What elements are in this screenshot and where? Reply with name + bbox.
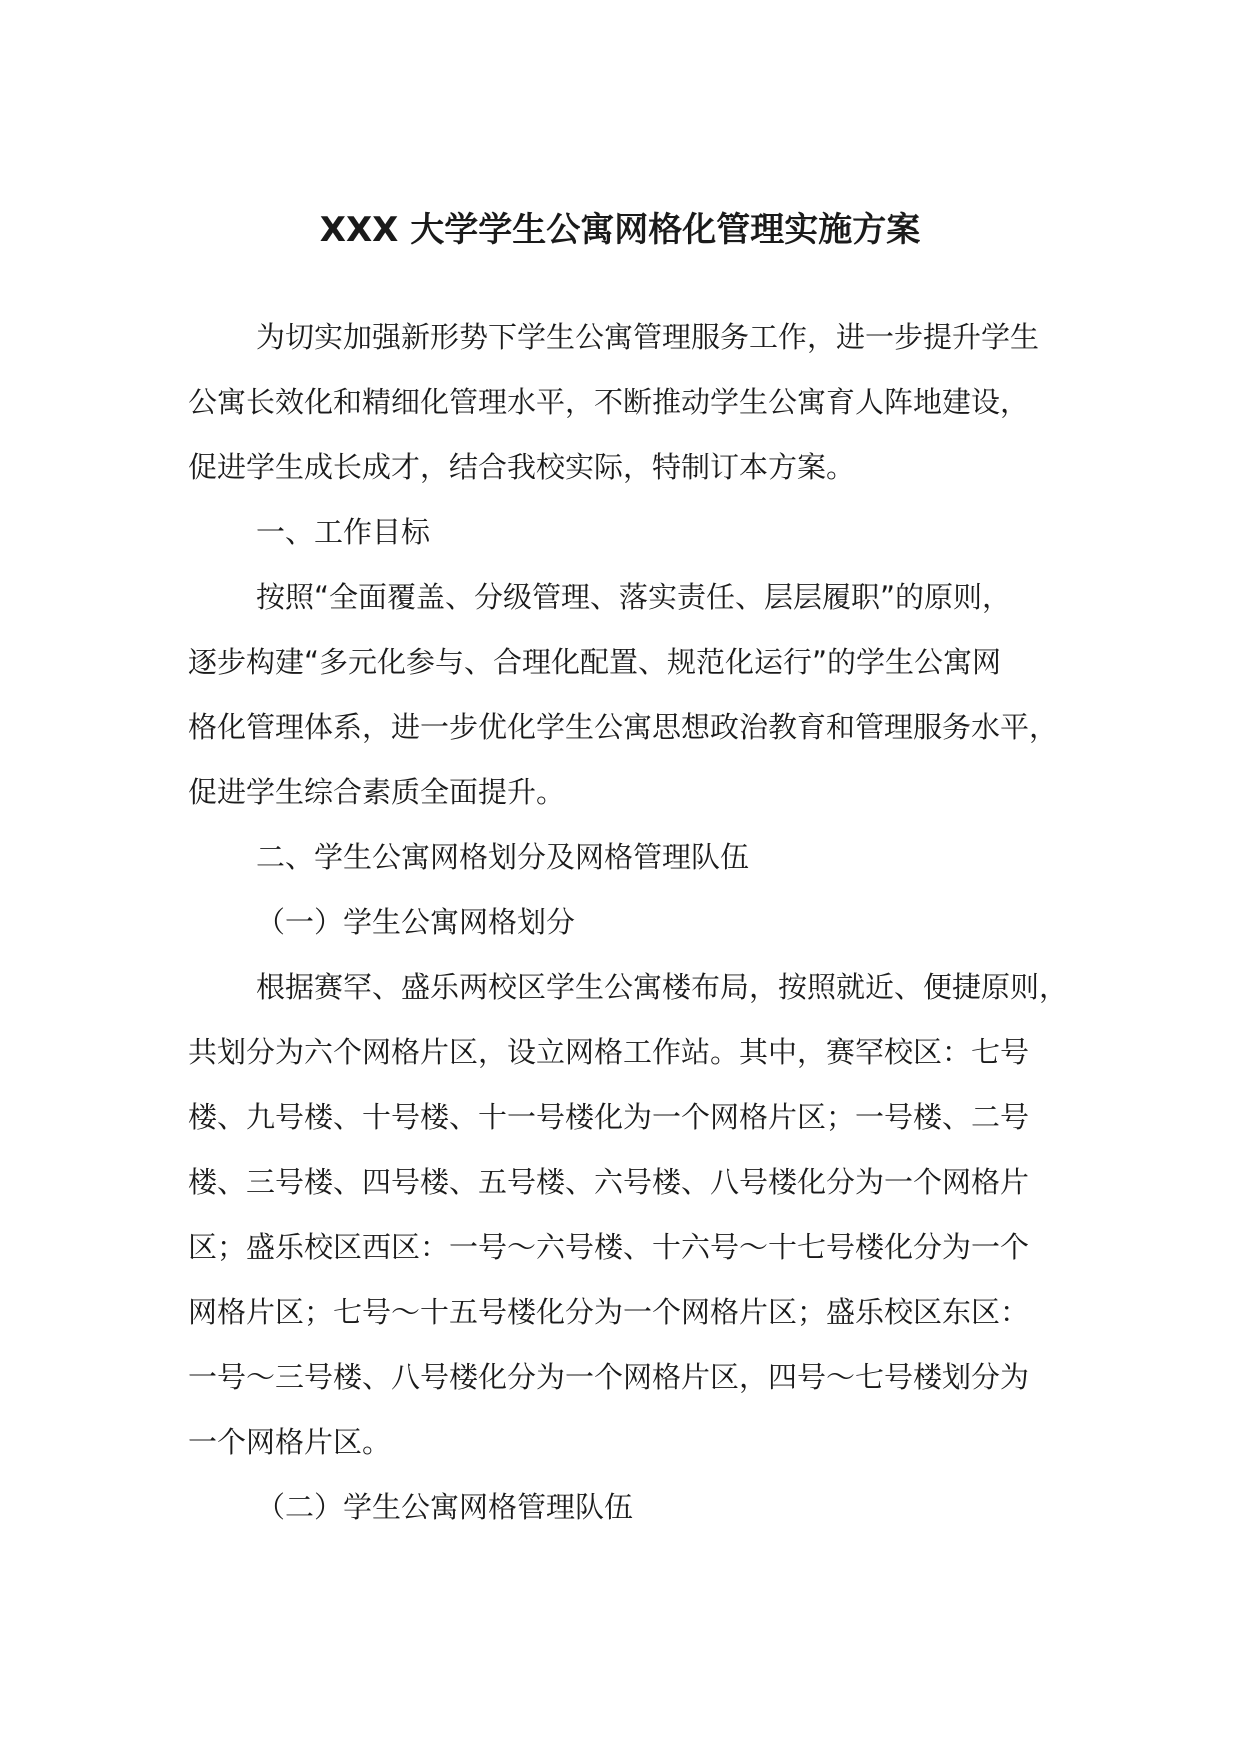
paragraph-intro: [188, 305, 1088, 500]
paragraph-line: 网格片区；七号～十五号楼化分为一个网格片区；盛乐校区东区：: [188, 1295, 1030, 1329]
paragraph-line: 共划分为六个网格片区，设立网格工作站。其中，赛罕校区：七号: [188, 1035, 1030, 1069]
heading-line: （一）学生公寓网格划分: [256, 905, 576, 939]
paragraph-line: 促进学生综合素质全面提升。: [188, 775, 566, 809]
paragraph-line: 一个网格片区。: [188, 1425, 392, 1459]
paragraph-line: 公寓长效化和精细化管理水平，不断推动学生公寓育人阵地建设，: [188, 385, 1030, 419]
paragraph-line: 根据赛罕、盛乐两校区学生公寓楼布局，按照就近、便捷原则，: [256, 970, 1069, 1004]
paragraph-line: 按照“全面覆盖、分级管理、落实责任、层层履职”的原则，: [256, 580, 1012, 614]
paragraph-line: 逐步构建“多元化参与、合理化配置、规范化运行”的学生公寓网: [188, 645, 1002, 679]
paragraph-goal: [188, 565, 1088, 825]
paragraph-line: 一号～三号楼、八号楼化分为一个网格片区，四号～七号楼划分为: [188, 1360, 1030, 1394]
document-body: [188, 305, 1088, 1540]
subheading-grid-team: [188, 1475, 1088, 1540]
subheading-grid-division: [188, 890, 1088, 955]
heading-line: 二、学生公寓网格划分及网格管理队伍: [256, 840, 750, 874]
document-title: XXX 大学学生公寓网格化管理实施方案: [319, 210, 921, 250]
paragraph-line: 楼、三号楼、四号楼、五号楼、六号楼、八号楼化分为一个网格片: [188, 1165, 1030, 1199]
paragraph-line: 楼、九号楼、十号楼、十一号楼化为一个网格片区；一号楼、二号: [188, 1100, 1030, 1134]
paragraph-line: 区；盛乐校区西区：一号～六号楼、十六号～十七号楼化分为一个: [188, 1230, 1030, 1264]
paragraph-line: 为切实加强新形势下学生公寓管理服务工作，进一步提升学生: [256, 320, 1040, 354]
paragraph-division: [188, 955, 1088, 1475]
paragraph-line: 格化管理体系，进一步优化学生公寓思想政治教育和管理服务水平，: [188, 710, 1059, 744]
heading-line: （二）学生公寓网格管理队伍: [256, 1490, 634, 1524]
section-heading-goals: [188, 500, 1088, 565]
heading-line: 一、工作目标: [256, 515, 431, 549]
section-heading-grid: [188, 825, 1088, 890]
paragraph-line: 促进学生成长成才，结合我校实际，特制订本方案。: [188, 450, 856, 484]
